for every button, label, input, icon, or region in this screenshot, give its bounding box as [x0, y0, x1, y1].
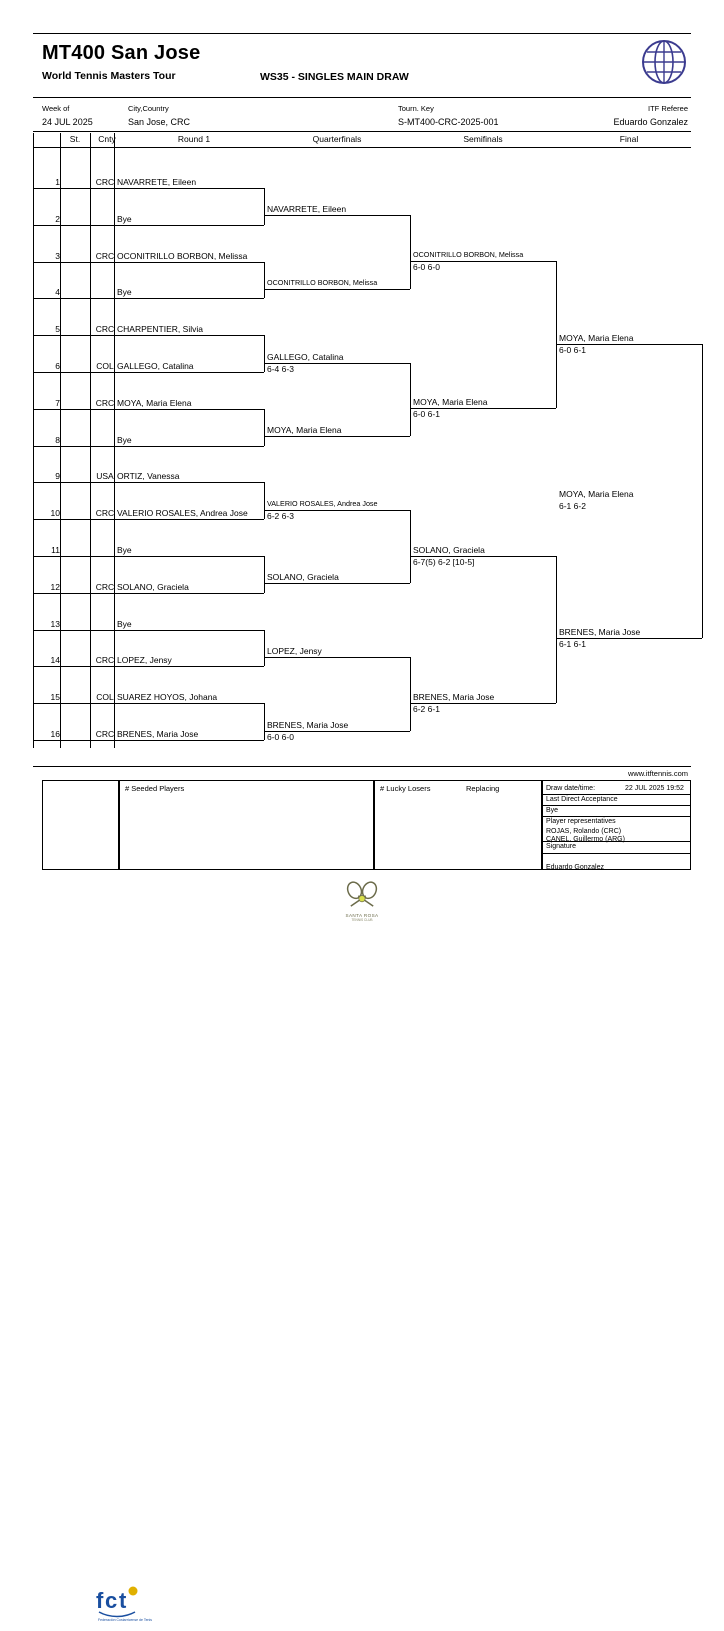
round1-underline	[114, 335, 264, 336]
semifinal-player-name[interactable]: MOYA, Maria Elena	[413, 397, 488, 408]
draw-date-value: 22 JUL 2025 19:52	[625, 785, 684, 792]
round1-seed-number: 14	[50, 655, 60, 666]
quarterfinal-underline	[264, 436, 410, 437]
round1-row-rule	[33, 409, 114, 410]
quarterfinal-player-name[interactable]: OCONITRILLO BORBON, Melissa	[267, 278, 378, 287]
quarterfinal-connector	[264, 188, 265, 225]
final-score: 6-0 6-1	[559, 344, 586, 355]
page-title: MT400 San Jose	[42, 42, 201, 64]
quarterfinal-connector	[264, 630, 265, 667]
referee-label: ITF Referee	[647, 104, 688, 113]
round1-underline	[114, 593, 264, 594]
draw-info-divider-5	[542, 853, 691, 854]
draw-info-divider-3	[542, 816, 691, 817]
quarterfinal-connector	[264, 335, 265, 372]
quarterfinal-underline	[264, 289, 410, 290]
player-representative-1: ROJAS, Rolando (CRC)	[546, 828, 622, 835]
tourn-key-label: Tourn. Key	[398, 104, 434, 113]
tour-subtitle: World Tennis Masters Tour	[42, 70, 176, 82]
round1-underline	[114, 556, 264, 557]
colhead-rule	[33, 147, 691, 148]
semifinal-connector	[410, 363, 411, 437]
quarterfinal-connector	[264, 262, 265, 299]
round1-underline	[114, 372, 264, 373]
round1-player-name[interactable]: SUAREZ HOYOS, Johana	[117, 692, 218, 703]
last-direct-acceptance-label: Last Direct Acceptance	[546, 796, 618, 803]
itf-url[interactable]: www.itftennis.com	[627, 769, 688, 778]
round1-seed-number: 16	[50, 729, 60, 739]
semifinal-underline	[410, 556, 556, 557]
semifinal-player-name[interactable]: OCONITRILLO BORBON, Melissa	[413, 250, 524, 260]
round1-player-name[interactable]: Bye	[117, 213, 132, 224]
week-label: Week of	[42, 104, 70, 113]
round1-country: CRC	[95, 397, 115, 408]
round1-country: CRC	[95, 729, 115, 739]
column-header-round1: Round 1	[177, 134, 211, 144]
round1-underline	[114, 630, 264, 631]
round1-row-rule	[33, 703, 114, 704]
quarterfinal-score: 6-2 6-3	[267, 510, 294, 521]
lucky-losers-box	[374, 780, 542, 870]
round1-row-rule	[33, 372, 114, 373]
round1-player-name[interactable]: Bye	[117, 618, 132, 629]
quarterfinal-player-name[interactable]: LOPEZ, Jensy	[267, 646, 322, 656]
round1-player-name[interactable]: CHARPENTIER, Silvia	[117, 324, 203, 335]
quarterfinal-underline	[264, 583, 410, 584]
round1-player-name[interactable]: Bye	[117, 287, 132, 298]
semifinal-underline	[410, 408, 556, 409]
round1-seed-number: 13	[50, 618, 60, 629]
round1-row-rule	[33, 482, 114, 483]
round1-row-rule	[33, 556, 114, 557]
round1-player-name[interactable]: BRENES, Maria Jose	[117, 729, 199, 739]
round1-seed-number: 7	[55, 397, 60, 408]
round1-country: CRC	[95, 324, 115, 335]
round1-row-rule	[33, 519, 114, 520]
tourn-key-value: S-MT400-CRC-2025-001	[398, 117, 499, 127]
round1-country: CRC	[95, 655, 115, 666]
quarterfinal-player-name[interactable]: GALLEGO, Catalina	[267, 351, 344, 362]
column-header-st: St.	[69, 134, 81, 144]
draw-date-label: Draw date/time:	[546, 785, 596, 792]
svg-text:t: t	[119, 1588, 127, 1613]
round1-row-rule	[33, 446, 114, 447]
club-logo-name: SANTA ROSA	[345, 913, 379, 918]
semifinal-connector	[410, 510, 411, 584]
lucky-losers-header: # Lucky Losers	[380, 784, 431, 793]
round1-row-rule	[33, 593, 114, 594]
signature-label: Signature	[546, 843, 576, 850]
round1-country: CRC	[95, 250, 115, 261]
round1-country: COL	[96, 361, 114, 371]
semifinal-score: 6-0 6-1	[413, 409, 440, 420]
player-representatives-label: Player representatives	[546, 818, 616, 825]
round1-underline	[114, 703, 264, 704]
crossed-rackets-icon	[334, 880, 390, 908]
round1-player-name[interactable]: Bye	[117, 434, 132, 445]
draw-info-divider-2	[542, 805, 691, 806]
quarterfinal-connector	[264, 409, 265, 446]
quarterfinal-player-name[interactable]: MOYA, Maria Elena	[267, 425, 342, 436]
round1-underline	[114, 519, 264, 520]
round1-seed-number: 10	[50, 508, 60, 519]
round1-underline	[114, 225, 264, 226]
round1-row-rule	[33, 225, 114, 226]
draw-info-divider-1	[542, 794, 691, 795]
fct-logo	[95, 1579, 153, 1631]
round1-country: CRC	[95, 177, 115, 187]
round1-player-name[interactable]: OCONITRILLO BORBON, Melissa	[117, 250, 248, 261]
semifinal-score: 6-2 6-1	[413, 703, 440, 714]
round1-underline	[114, 188, 264, 189]
final-player-name[interactable]: MOYA, Maria Elena	[559, 332, 634, 343]
signature-value: Eduardo Gonzalez	[546, 864, 604, 871]
round1-row-rule	[33, 630, 114, 631]
column-header-cnty: Cnty	[98, 134, 116, 144]
referee-value: Eduardo Gonzalez	[613, 117, 688, 127]
header-rule-bottom	[33, 131, 691, 132]
footer-rule	[33, 766, 691, 767]
round1-seed-number: 12	[50, 581, 60, 592]
club-logo-sub: TENNIS CLUB	[351, 918, 373, 922]
round1-player-name[interactable]: NAVARRETE, Eileen	[117, 177, 197, 187]
round1-row-rule	[33, 262, 114, 263]
winner-connector	[702, 344, 703, 638]
svg-text:c: c	[105, 1588, 118, 1613]
round1-row-rule	[33, 298, 114, 299]
round1-player-name[interactable]: SOLANO, Graciela	[117, 581, 189, 592]
club-logo	[334, 880, 390, 924]
header-rule-mid	[33, 97, 691, 98]
city-value: San Jose, CRC	[128, 117, 191, 127]
winner-score: 6-1 6-2	[559, 501, 586, 511]
round1-country: CRC	[95, 508, 115, 519]
quarterfinal-player-name[interactable]: VALERIO ROSALES, Andrea Jose	[267, 498, 378, 508]
round1-player-name[interactable]: LOPEZ, Jensy	[117, 655, 172, 666]
svg-text:f: f	[96, 1588, 104, 1613]
round1-player-name[interactable]: VALERIO ROSALES, Andrea Jose	[117, 508, 248, 519]
semifinal-underline	[410, 261, 556, 262]
quarterfinal-connector	[264, 703, 265, 740]
round1-country: CRC	[95, 581, 115, 592]
semifinal-connector	[410, 215, 411, 289]
player-representative-2: CANEL, Guillermo (ARG)	[546, 836, 625, 843]
round1-row-rule	[33, 666, 114, 667]
quarterfinal-player-name[interactable]: BRENES, Maria Jose	[267, 719, 349, 730]
seeded-players-box	[119, 780, 374, 870]
final-underline	[556, 638, 702, 639]
round1-underline	[114, 262, 264, 263]
semifinal-score: 6-0 6-0	[413, 262, 440, 273]
round1-row-rule	[33, 335, 114, 336]
city-label: City,Country	[128, 104, 169, 113]
round1-underline	[114, 409, 264, 410]
quarterfinal-underline	[264, 657, 410, 658]
round1-underline	[114, 298, 264, 299]
round1-player-name[interactable]: GALLEGO, Catalina	[117, 361, 194, 371]
quarterfinal-player-name[interactable]: SOLANO, Graciela	[267, 572, 339, 583]
column-header-quarterfinals: Quarterfinals	[312, 134, 362, 144]
semifinal-score: 6-7(5) 6-2 [10-5]	[413, 556, 475, 567]
seeded-players-header: # Seeded Players	[125, 784, 185, 793]
final-player-name[interactable]: BRENES, Maria Jose	[559, 627, 641, 638]
round1-seed-number: 1	[55, 177, 60, 187]
round1-seed-number: 4	[55, 287, 60, 298]
round1-player-name[interactable]: MOYA, Maria Elena	[117, 397, 192, 408]
round1-underline	[114, 446, 264, 447]
draw-title: WS35 - SINGLES MAIN DRAW	[260, 71, 409, 83]
round1-seed-number: 15	[50, 692, 60, 703]
round1-row-rule	[33, 740, 114, 741]
svg-text:Federación Costarricense de Te: Federación Costarricense de Tenis	[98, 1618, 153, 1622]
round1-country: USA	[96, 471, 114, 482]
round1-seed-number: 8	[55, 434, 60, 445]
quarterfinal-underline	[264, 510, 410, 511]
semifinal-player-name[interactable]: BRENES, Maria Jose	[413, 691, 495, 702]
winner-player-name[interactable]: MOYA, Maria Elena	[559, 489, 634, 499]
round1-underline	[114, 740, 264, 741]
final-connector	[556, 261, 557, 408]
final-connector	[556, 556, 557, 703]
semifinal-player-name[interactable]: SOLANO, Graciela	[413, 544, 485, 555]
round1-row-rule	[33, 188, 114, 189]
replacing-header: Replacing	[466, 784, 500, 793]
round1-seed-number: 11	[51, 545, 60, 555]
round1-seed-number: 5	[55, 324, 60, 335]
semifinal-underline	[410, 703, 556, 704]
federation-logo-box	[42, 780, 153, 1622]
itf-globe-icon	[640, 38, 688, 86]
round1-player-name[interactable]: Bye	[117, 545, 132, 555]
round1-seed-number: 9	[55, 471, 60, 482]
final-score: 6-1 6-1	[559, 639, 586, 650]
quarterfinal-score: 6-0 6-0	[267, 731, 294, 742]
quarterfinal-underline	[264, 731, 410, 732]
week-value: 24 JUL 2025	[42, 117, 93, 127]
final-underline	[556, 344, 702, 345]
last-direct-acceptance-value: Bye	[546, 807, 559, 814]
semifinal-connector	[410, 657, 411, 731]
quarterfinal-connector	[264, 556, 265, 593]
quarterfinal-underline	[264, 363, 410, 364]
round1-seed-number: 6	[55, 361, 60, 371]
round1-seed-number: 2	[55, 213, 60, 224]
round1-country: COL	[96, 692, 114, 703]
quarterfinal-connector	[264, 482, 265, 519]
round1-player-name[interactable]: ORTIZ, Vanessa	[117, 471, 180, 482]
quarterfinal-score: 6-4 6-3	[267, 363, 294, 374]
round1-underline	[114, 482, 264, 483]
quarterfinal-player-name[interactable]: NAVARRETE, Eileen	[267, 204, 347, 215]
round1-seed-number: 3	[55, 250, 60, 261]
round1-underline	[114, 666, 264, 667]
column-header-semifinals: Semifinals	[463, 134, 503, 144]
column-header-final: Final	[619, 134, 639, 144]
quarterfinal-underline	[264, 215, 410, 216]
header-rule-top	[33, 33, 691, 34]
